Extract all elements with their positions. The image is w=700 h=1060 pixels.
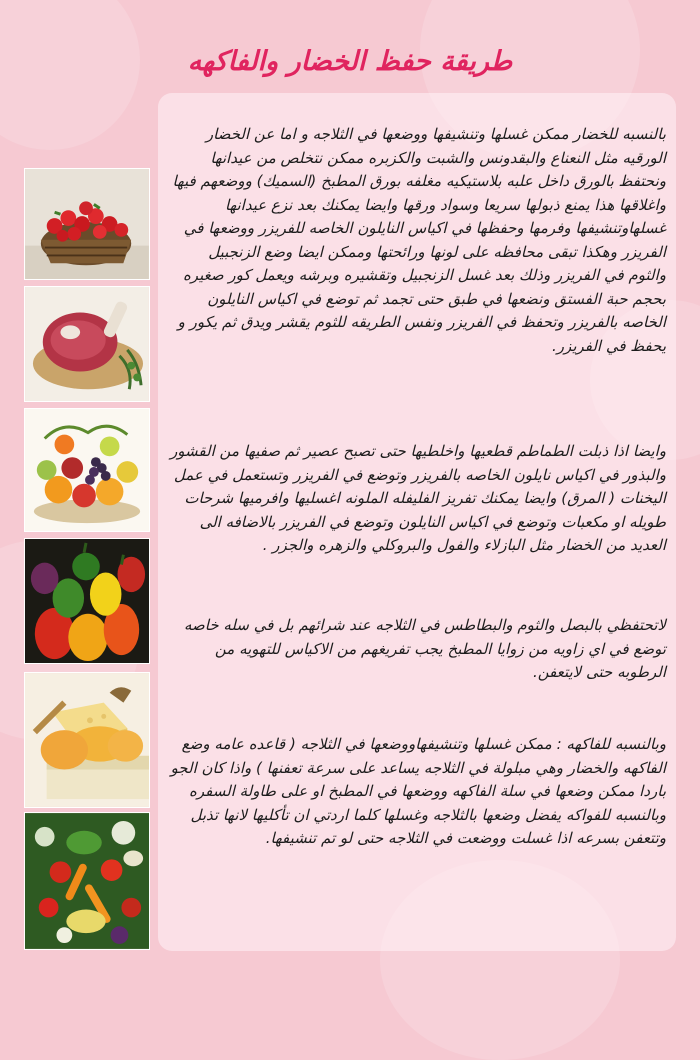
fruit-bowl-photo	[24, 408, 150, 532]
page-title: طريقة حفظ الخضار والفاكهه	[187, 46, 513, 77]
strawberry-basket-photo	[24, 168, 150, 280]
paragraph-tomatoes: وايضا اذا ذبلت الطماطم قطعيها واخلطيها حتى تصبح عصير ثم صفيها من القشور والبذور في اكياس نايلون الخاصه بالفريزر وتوضع في الفريزر وتستعمل في عمل اليخنات ( المرق) وايضا يمكنك تفريز الفليفله الملونه اغسليها وافرميها شرحات طويله او مكعبات وتوضع في اكياس النايلون وتوضع في الفريزر بالاضافه الى العديد من الخضار مثل البازلاء والفول والبروكلي والزهره والجزر .	[170, 442, 666, 554]
paragraph-onion-garlic: لاتحتفظي بالبصل والثوم والبطاطس في الثلاجه عند شرائهم بل في سله خاصه توضع في اي زاويه من زوايا المطبخ يجب تفريغهم من الاكياس للتهويه من الرطوبه حتى لايتعفن.	[183, 616, 666, 681]
paragraph-fruits: وبالنسبه للفاكهه : ممكن غسلها وتنشيفهاووضعها في الثلاجه ( قاعده عامه وضع الفاكهه والخضار وهي مبلولة في الثلاجه يساعد على سرعة تعفنها ) واذا كان الجو باردا ممكن وضعها في سلة الفاكهه ووضعها في المطبخ او على طاولة السفره وبالنسبه للفواكه يفضل وضعها بالثلاجه وغسلها كلما اردتي ان تأكليها لانها تذبل وتتعفن بسرعه اذا غسلت ووضعت في الثلاجه حتى لو تم تنشيفها.	[170, 735, 666, 847]
meat-leg-photo	[24, 286, 150, 402]
paragraph-vegetables: بالنسبه للخضار ممكن غسلها وتنشيفها ووضعها في الثلاجه و اما عن الخضار الورقيه مثل النعناع والبقدونس والشبت والكزبره ممكن نتخلص من عيدانها ونحتفظ بالورق داخل علبه بلاستيكيه مغلفه بورق المطبخ (السميك) ووضعهم فيها واغلاقها هذا يمنع ذبولها سريعا وسواد ورقها وايضا يمكنك بعد نزع عيدانها غسلهاوتنشيفها وفرمها وحفظها في اكياس النايلون الخاصه للفريزر ووضعها في الفريزر وهكذا تبقى محافظه على لونها ورائحتها وممكن ايضا وضع الزنجبيل والثوم في الفريزر وذلك بعد غسل الزنجبيل وتقشيره وبرشه ويعمل كور صغيره بحجم حبة الفستق ونضعها في طبق حتى تجمد ثم توضع في اكياس النايلون الخاصه بالفريزر وتحفظ في الفريزر ونفس الطريقه للثوم يقشر ويدق ثم يكور و يحفظ في الفريزر.	[172, 125, 666, 355]
cheese-photo	[24, 672, 150, 808]
mixed-vegetables-photo	[24, 812, 150, 950]
bell-peppers-photo	[24, 538, 150, 664]
